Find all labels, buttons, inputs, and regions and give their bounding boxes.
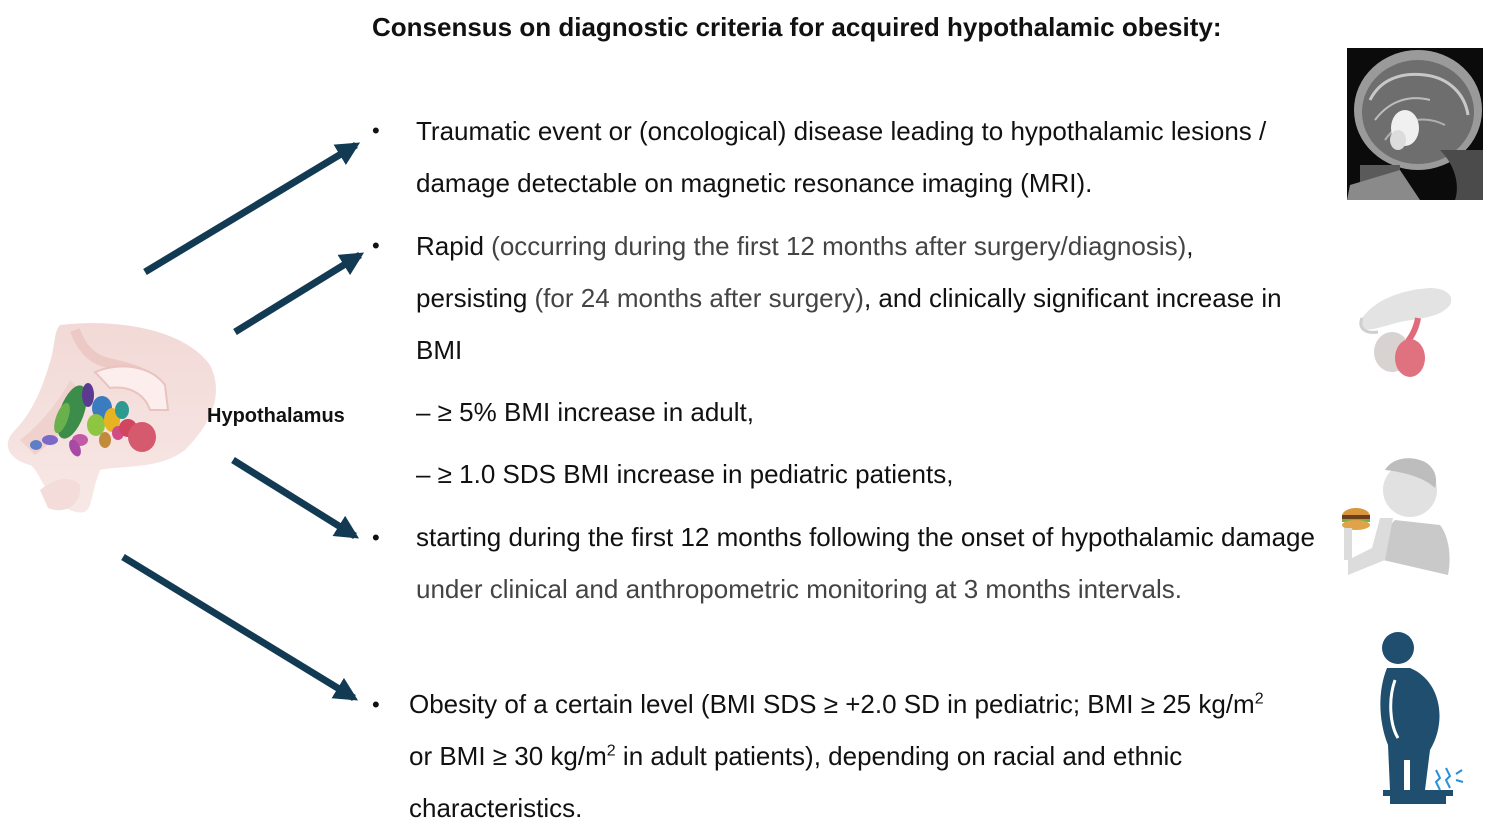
- criterion-4: [409, 678, 1289, 834]
- page-title: Consensus on diagnostic criteria for acquired hypothalamic obesity:: [372, 12, 1222, 42]
- criterion-1-text: Traumatic event or (oncological) disease leading to hypothalamic lesions / damage detectable on magnetic resonance imaging (MRI).: [416, 116, 1267, 198]
- criterion-4-part-1: Obesity of a certain level (BMI SDS ≥ +2.0 SD in pediatric; BMI ≥ 25 kg/m: [409, 689, 1255, 719]
- criterion-3-monitoring: under clinical and anthropometric monitoring at 3 months intervals.: [416, 574, 1182, 604]
- arrow-to-criterion-3: [233, 460, 355, 536]
- criterion-3-onset: starting during the first 12 months following the onset of hypothalamic damage: [416, 522, 1315, 552]
- criterion-2: [416, 220, 1296, 376]
- criterion-4-superscript-1: 2: [1254, 690, 1264, 708]
- mri-brain-icon: [1347, 48, 1483, 200]
- criterion-2-rapid: Rapid: [416, 231, 484, 261]
- criterion-2-adult-threshold: – ≥ 5% BMI increase in adult,: [416, 397, 754, 427]
- arrow-to-criterion-2: [235, 255, 360, 332]
- criterion-4-part-2: or BMI ≥ 30 kg/m: [409, 741, 607, 771]
- criterion-2-pediatric-threshold: – ≥ 1.0 SDS BMI increase in pediatric patients,: [416, 459, 954, 489]
- criterion-2-rapid-detail: (occurring during the first 12 months after surgery/diagnosis): [483, 231, 1187, 261]
- bullet-marker: •: [372, 118, 380, 143]
- criterion-2-persisting: , persisting: [416, 231, 1194, 313]
- criterion-1: [416, 105, 1316, 209]
- obese-person-on-scale-icon: [1380, 632, 1463, 804]
- criterion-4-superscript-2: 2: [606, 742, 616, 760]
- bullet-marker: •: [372, 692, 380, 717]
- criterion-4-part-3: in adult patients), depending on racial and ethnic characteristics.: [409, 741, 1183, 823]
- hypothalamus-label: Hypothalamus: [207, 405, 345, 427]
- bullet-marker: •: [372, 525, 380, 550]
- criterion-2-persisting-detail: (for 24 months after surgery): [527, 283, 864, 313]
- criterion-3: [416, 511, 1316, 615]
- bullet-marker: •: [372, 233, 380, 258]
- pituitary-gland-icon: [1361, 288, 1451, 377]
- hypothalamus-anatomy-icon: [8, 323, 216, 513]
- arrow-to-criterion-1: [145, 145, 356, 272]
- arrow-to-criterion-4: [123, 557, 354, 698]
- criterion-2-increase: , and clinically significant increase in BMI: [416, 283, 1282, 365]
- person-eating-burger-icon: [1342, 458, 1450, 575]
